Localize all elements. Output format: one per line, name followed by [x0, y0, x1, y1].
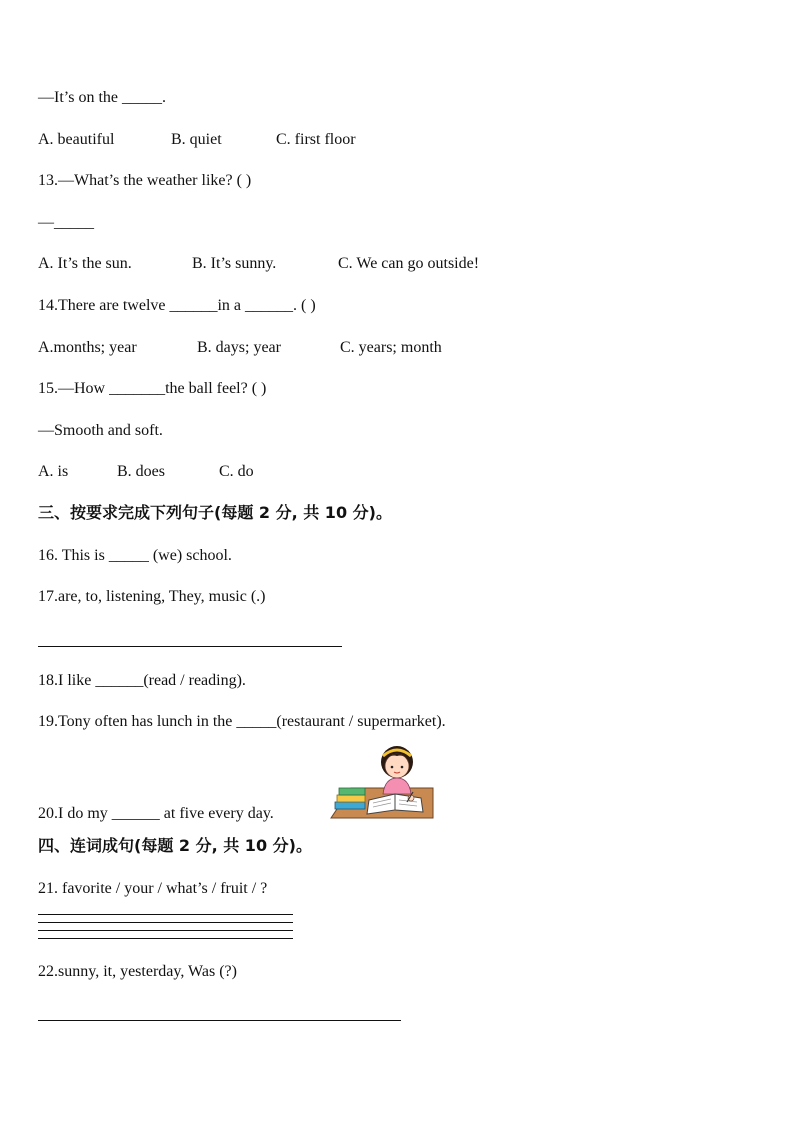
q21-answer-rule-2 [38, 922, 293, 923]
q12-option-c: C. first floor [276, 131, 356, 148]
q15-answer-line: —Smooth and soft. [38, 422, 163, 439]
q14-option-c: C. years; month [340, 339, 442, 356]
q14-options [38, 338, 442, 358]
q13-options [38, 254, 479, 274]
q20-question: 20.I do my ______ at five every day. [38, 805, 274, 822]
q21-question: 21. favorite / your / what’s / fruit / ? [38, 880, 268, 897]
q19-question: 19.Tony often has lunch in the _____(restaurant / supermarket). [38, 713, 446, 730]
q12-option-a: A. beautiful [38, 131, 115, 148]
q14-question: 14.There are twelve ______in a ______. ( ) [38, 297, 316, 314]
q15-question: 15.—How _______the ball feel? ( ) [38, 380, 267, 397]
section3-title: 三、按要求完成下列句子(每题 2 分, 共 10 分)。 [38, 503, 392, 522]
section4-title: 四、连词成句(每题 2 分, 共 10 分)。 [38, 836, 312, 855]
q13-option-b: B. It’s sunny. [192, 255, 277, 272]
q13-option-c: C. We can go outside! [338, 255, 480, 272]
q12-option-b: B. quiet [171, 131, 222, 148]
q16-question: 16. This is _____ (we) school. [38, 547, 232, 564]
q14-option-a: A.months; year [38, 339, 137, 356]
q18-question: 18.I like ______(read / reading). [38, 672, 246, 689]
q13-question: 13.—What’s the weather like? ( ) [38, 172, 252, 189]
q22-answer-rule [38, 1020, 401, 1021]
q22-question: 22.sunny, it, yesterday, Was (?) [38, 963, 237, 980]
q21-answer-rule-1 [38, 914, 293, 915]
q13-option-a: A. It’s the sun. [38, 255, 132, 272]
girl-reading-icon [327, 740, 437, 820]
q15-options [38, 462, 254, 482]
q12-answer-line: —It’s on the _____. [38, 89, 166, 106]
q15-option-a: A. is [38, 463, 69, 480]
q17-answer-rule [38, 646, 342, 647]
q21-answer-rule-3 [38, 930, 293, 931]
q15-option-c: C. do [219, 463, 254, 480]
q12-options [38, 130, 356, 150]
q15-option-b: B. does [117, 463, 165, 480]
q21-answer-rule-4 [38, 938, 293, 939]
q13-answer-line: —_____ [38, 214, 94, 231]
q14-option-b: B. days; year [197, 339, 281, 356]
q17-question: 17.are, to, listening, They, music (.) [38, 588, 266, 605]
